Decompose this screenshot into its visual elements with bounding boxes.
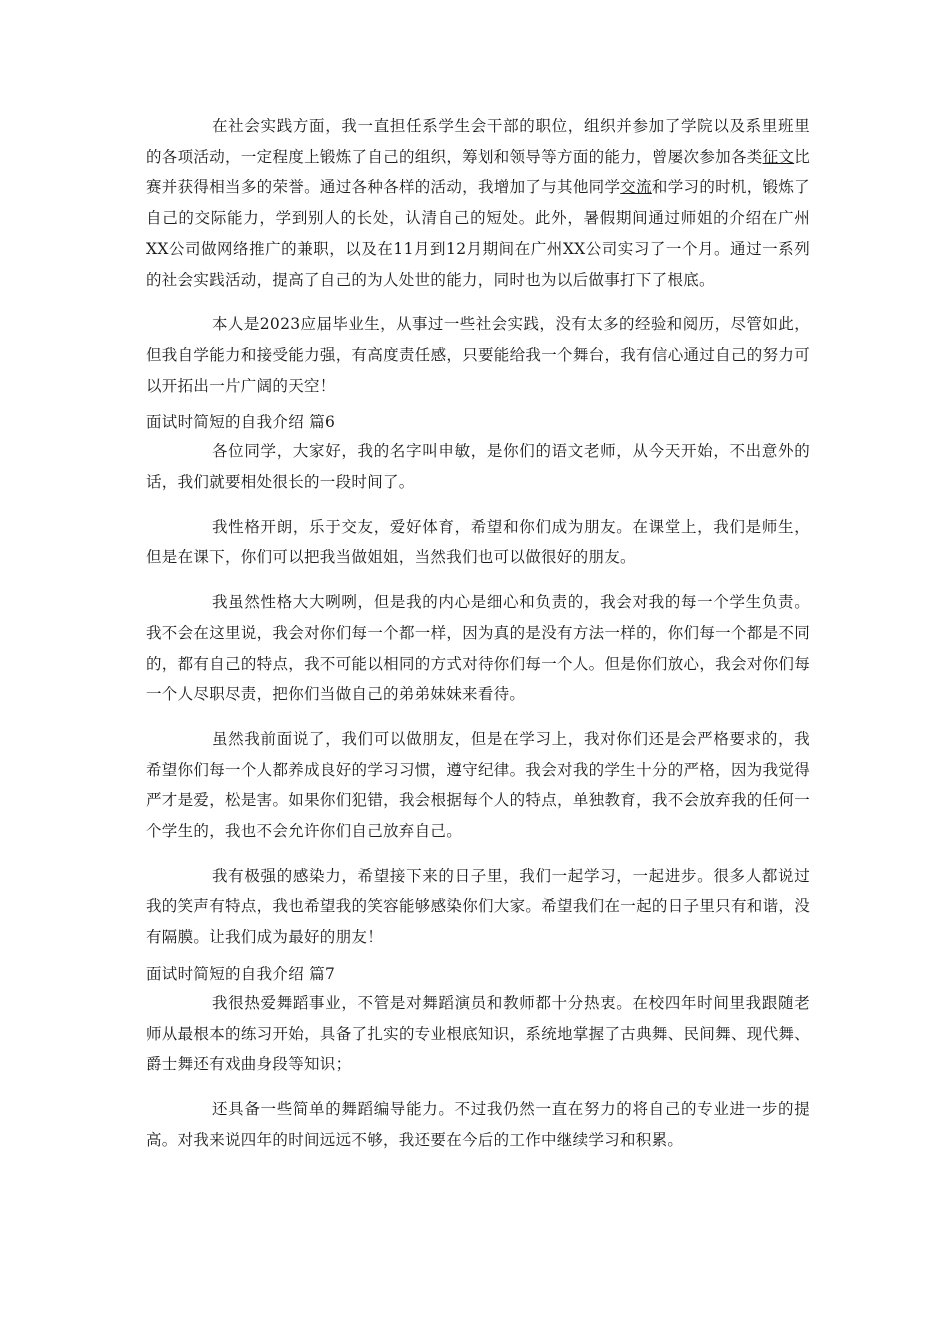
link-exchange[interactable]: 交流 — [620, 178, 652, 197]
paragraph: 我很热爱舞蹈事业，不管是对舞蹈演员和教师都十分热衷。在校四年时间里我跟随老师从最根本的练习开始，具备了扎实的专业根底知识，系统地掌握了古典舞、民间舞、现代舞、爵士舞还有戏曲身段等知识； — [146, 993, 810, 1074]
document-page — [146, 111, 810, 1155]
paragraph: 我性格开朗，乐于交友，爱好体育，希望和你们成为朋友。在课堂上，我们是师生，但是在课下，你们可以把我当做姐姐，当然我们也可以做很好的朋友。 — [146, 517, 810, 567]
section-title: 面试时简短的自我介绍 篇6 — [146, 413, 336, 432]
section-title: 面试时简短的自我介绍 篇7 — [146, 964, 336, 983]
paragraph: 在社会实践方面，我一直担任系学生会干部的职位，组织并参加了学院以及系里班里的各项活动，一定程度上锻炼了自己的组织，筹划和领导等方面的能力，曾屡次参加各类征文比赛并获得相当多的荣誉。通过各种各样的活动，我增加了与其他同学交流和学习的时机，锻炼了自己的交际能力，学到别人的长处，认清自己的短处。此外，暑假期间通过师姐的介绍在广州XX公司做网络推广的兼职，以及在11月到12月期间在广州XX公司实习了一个月。通过一系列的社会实践活动，提高了自己的为人处世的能力，同时也为以后做事打下了根底。 — [146, 117, 810, 289]
link-essay[interactable]: 征文 — [762, 147, 795, 166]
paragraph: 我有极强的感染力，希望接下来的日子里，我们一起学习，一起进步。很多人都说过我的笑声有特点，我也希望我的笑容能够感染你们大家。希望我们在一起的日子里只有和谐，没有隔膜。让我们成为最好的朋友！ — [146, 866, 810, 947]
paragraph: 我虽然性格大大咧咧，但是我的内心是细心和负责的，我会对我的每一个学生负责。我不会在这里说，我会对你们每一个都一样，因为真的是没有方法一样的，你们每一个都是不同的，都有自己的特点，我不可能以相同的方式对待你们每一个人。但是你们放心，我会对你们每一个人尽职尽责，把你们当做自己的弟弟妹妹来看待。 — [146, 593, 810, 704]
paragraph: 虽然我前面说了，我们可以做朋友，但是在学习上，我对你们还是会严格要求的，我希望你们每一个人都养成良好的学习习惯，遵守纪律。我会对我的学生十分的严格，因为我觉得严才是爱，松是害。如果你们犯错，我会根据每个人的特点，单独教育，我不会放弃我的任何一个学生的，我也不会允许你们自己放弃自己。 — [146, 729, 810, 841]
paragraph: 还具备一些简单的舞蹈编导能力。不过我仍然一直在努力的将自己的专业进一步的提高。对我来说四年的时间远远不够，我还要在今后的工作中继续学习和积累。 — [146, 1099, 810, 1149]
paragraph: 本人是2023应届毕业生，从事过一些社会实践，没有太多的经验和阅历，尽管如此，但我自学能力和接受能力强，有高度责任感，只要能给我一个舞台，我有信心通过自己的努力可以开拓出一片广阔的天空！ — [146, 315, 810, 395]
paragraph: 各位同学，大家好，我的名字叫申敏，是你们的语文老师，从今天开始，不出意外的话，我们就要相处很长的一段时间了。 — [146, 442, 810, 492]
